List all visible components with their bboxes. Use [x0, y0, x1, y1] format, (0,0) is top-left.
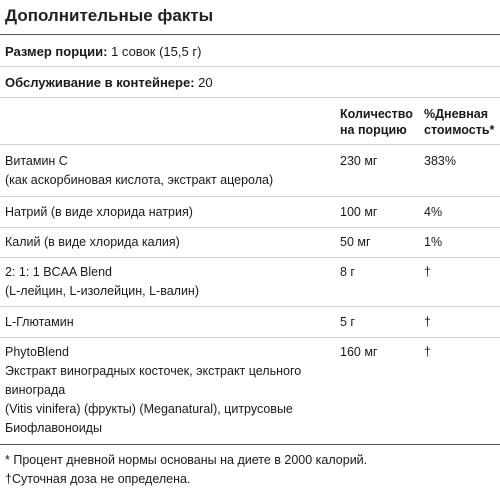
amount-header-line: Количество — [340, 107, 413, 121]
divider — [0, 34, 500, 35]
divider — [0, 444, 500, 445]
divider — [0, 306, 500, 307]
divider — [0, 337, 500, 338]
divider — [0, 97, 500, 98]
serving-size-label: Размер порции: — [5, 44, 108, 59]
nutrient-name-line: Калий (в виде хлорида калия) — [5, 235, 180, 249]
nutrient-name — [5, 152, 325, 190]
nutrient-name-line: PhytoBlend — [5, 345, 69, 359]
nutrient-daily-value: † — [424, 265, 431, 279]
nutrient-daily-value: 4% — [424, 205, 443, 219]
servings-value: 20 — [198, 75, 213, 90]
nutrient-name — [5, 203, 325, 222]
divider — [0, 144, 500, 145]
nutrient-amount: 8 г — [340, 265, 355, 279]
nutrient-daily-value: † — [424, 315, 431, 329]
nutrient-name-line: L-Глютамин — [5, 315, 74, 329]
nutrient-name-line: винограда — [5, 383, 66, 397]
nutrient-amount: 160 мг — [340, 345, 378, 359]
footnote: †Суточная доза не определена. — [5, 472, 191, 486]
nutrient-name — [5, 233, 325, 252]
amount-header-line: на порцию — [340, 123, 407, 137]
nutrient-name-line: 2: 1: 1 BCAA Blend — [5, 265, 113, 279]
nutrient-name — [5, 313, 325, 332]
divider — [0, 257, 500, 258]
divider — [0, 227, 500, 228]
nutrient-name — [5, 343, 325, 438]
nutrient-name-line: Витамин C — [5, 154, 68, 168]
nutrient-amount: 50 мг — [340, 235, 371, 249]
nutrient-amount: 230 мг — [340, 154, 378, 168]
serving-size-value: 1 совок (15,5 г) — [111, 44, 202, 59]
nutrient-daily-value: 1% — [424, 235, 443, 249]
nutrient-name-line: Экстракт виноградных косточек, экстракт цельного — [5, 364, 302, 378]
divider — [0, 66, 500, 67]
nutrient-name-line: (как аскорбиновая кислота, экстракт ацерола) — [5, 173, 274, 187]
nutrient-name-line: (L-лейцин, L-изолейцин, L-валин) — [5, 284, 199, 298]
nutrient-name-line: Натрий (в виде хлорида натрия) — [5, 205, 193, 219]
dv-header-line: стоимость* — [424, 123, 495, 137]
divider — [0, 196, 500, 197]
nutrient-name — [5, 263, 325, 301]
panel-title: Дополнительные факты — [5, 6, 214, 25]
nutrient-daily-value: 383% — [424, 154, 456, 168]
serving-size — [5, 44, 201, 59]
nutrient-name-line: (Vitis vinifera) (фрукты) (Meganatural), цитрусовые — [5, 402, 293, 416]
servings-per-container — [5, 75, 213, 90]
nutrient-amount: 5 г — [340, 315, 355, 329]
dv-header-line: %Дневная — [424, 107, 489, 121]
servings-label: Обслуживание в контейнере: — [5, 75, 195, 90]
nutrient-daily-value: † — [424, 345, 431, 359]
column-header-amount — [340, 106, 413, 138]
footnote: * Процент дневной нормы основаны на диете в 2000 калорий. — [5, 453, 368, 467]
nutrient-amount: 100 мг — [340, 205, 378, 219]
nutrient-name-line: Биофлавоноиды — [5, 421, 102, 435]
column-header-daily-value — [424, 106, 494, 138]
